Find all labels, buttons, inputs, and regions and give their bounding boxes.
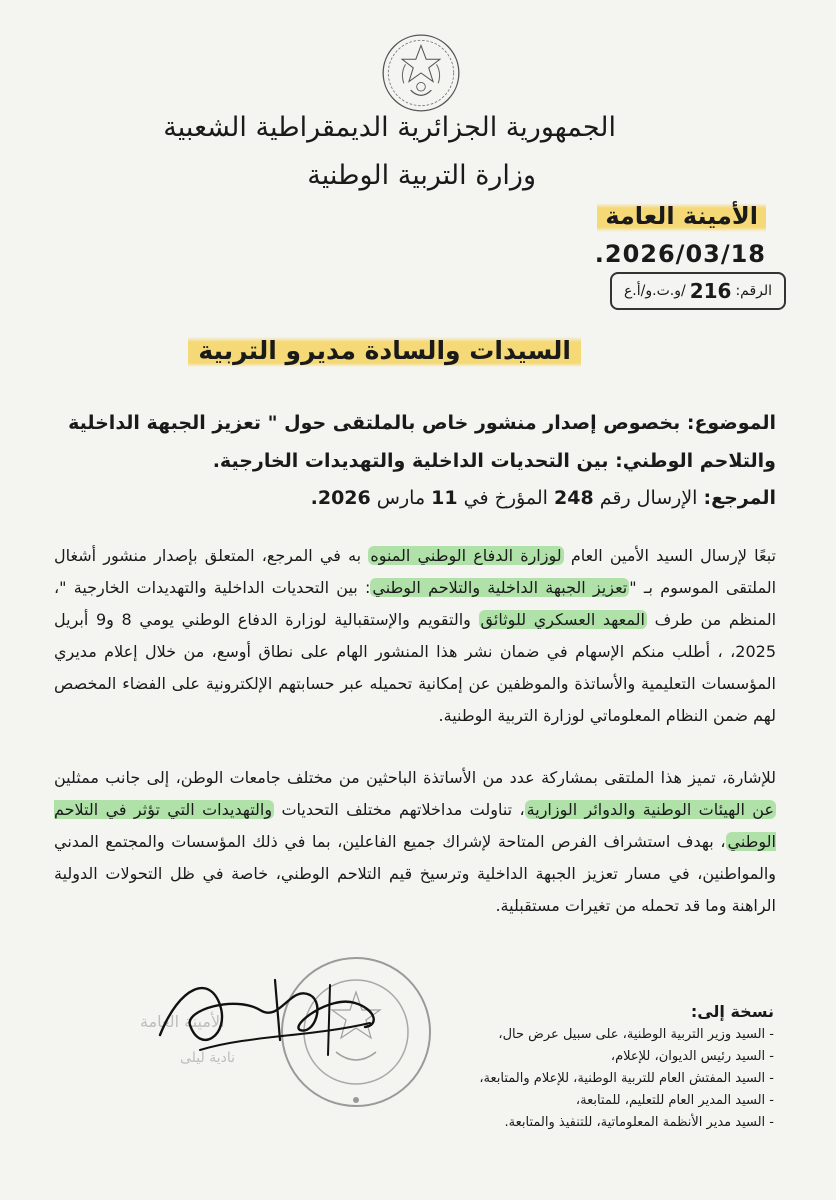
reference-day: 11 (431, 487, 458, 509)
reference-year: 2026. (310, 487, 371, 509)
signatory-title: الأمينة العامة (140, 1012, 225, 1031)
p2-highlight-2: والتهديدات التي تؤثر في التلاحم الوطني (54, 800, 776, 851)
p1-text-a: تبعًا لإرسال السيد الأمين العام (570, 546, 777, 565)
p1-text-b: به في المرجع، المتعلق بإصدار منشور أشغال الملتقى الموسوم بـ " (54, 546, 777, 597)
subject-line (56, 404, 776, 480)
p1-highlight-3: المعهد العسكري للوثائق (480, 610, 645, 629)
handwritten-signature-icon (140, 965, 400, 1075)
ref-number: 216 (689, 279, 732, 303)
date-value: 2026/03/18 (604, 240, 766, 268)
republic-emblem-icon (378, 30, 464, 116)
ref-label: الرقم: (735, 283, 773, 299)
cc-item: - السيد مدير الأنظمة المعلوماتية، للتنفيذ والمتابعة. (479, 1112, 774, 1134)
reference-text-a: الإرسال رقم (599, 487, 698, 509)
p1-text-c: : بين التحديات الداخلية والتهديدات الخارجية "، المنظم من طرف (54, 578, 777, 629)
p2-highlight-1: عن الهيئات الوطنية والدوائر الوزارية (526, 800, 775, 819)
reference-number: 248 (554, 487, 594, 509)
reference-text-b: المؤرخ في (463, 487, 548, 509)
p1-highlight-1: لوزارة الدفاع الوطني المنوه (370, 546, 562, 565)
secretary-general-office: الأمينة العامة (597, 200, 766, 232)
reference-number-box (610, 272, 786, 310)
cc-item: - السيد المفتش العام للتربية الوطنية، للإعلام والمتابعة، (479, 1068, 774, 1090)
p2-text-c: ، بهدف استشراف الفرص المتاحة لإشراك جميع الفاعلين، بما في ذلك المؤسسات والمجتمع المدني والمواطنين، في مسار تعزيز الجبهة الداخلية وترسيخ قيم التلاحم الوطني، خاصة في ظل التحولات الدولية الراهنة وما قد تحمله من تغيرات مستقبلية. (54, 832, 776, 915)
document-date (577, 240, 766, 268)
reference-line (56, 480, 776, 516)
body-paragraph-2 (54, 762, 776, 922)
p2-text-b: ، تناولت مداخلاتهم مختلف التحديات (281, 800, 525, 819)
cc-item: - السيد وزير التربية الوطنية، على سبيل عرض حال، (479, 1024, 774, 1046)
date-dot: . (594, 240, 605, 268)
p2-text-a: للإشارة، تميز هذا الملتقى بمشاركة عدد من الأساتذة الباحثين من مختلف جامعات الوطن، إلى جانب ممثلين (54, 768, 776, 787)
cc-item: - السيد المدير العام للتعليم، للمتابعة، (479, 1090, 774, 1112)
cc-list (479, 1024, 774, 1134)
republic-name: الجمهورية الجزائرية الديمقراطية الشعبية (163, 112, 616, 143)
p1-text-d: والتقويم والإستقبالية لوزارة الدفاع الوطني يومي 8 و9 أبريل 2025، ، أطلب منكم الإسهام في ضمان نشر هذا المنشور الهام على نطاق أوسع، من خلال إعلام مديري المؤسسات التعليمية والأساتذة والموظفين عن إمكانية تحميله عبر حسابتهم الإلكترونية على الفضاء المخصص لهم ضمن النظام المعلوماتي لوزارة التربية الوطنية. (54, 610, 776, 725)
reference-month: مارس (376, 487, 426, 509)
cc-item: - السيد رئيس الديوان، للإعلام، (479, 1046, 774, 1068)
reference-label: المرجع: (703, 487, 776, 509)
subject-text: بخصوص إصدار منشور خاص بالملتقى حول " تعزيز الجبهة الداخلية والتلاحم الوطني: بين التحديات الداخلية والتهديدات الخارجية. (68, 412, 776, 472)
addressee: السيدات والسادة مديرو التربية (188, 334, 581, 367)
signatory-name: نادية ليلى (180, 1050, 236, 1066)
body-paragraph-1 (54, 540, 776, 732)
ministry-name: وزارة التربية الوطنية (307, 160, 536, 191)
subject-label: الموضوع: (686, 412, 776, 434)
ref-suffix: /و.ت.و/أ.ع (623, 283, 686, 299)
cc-title: نسخة إلى: (690, 1002, 774, 1021)
p1-highlight-2: تعزيز الجبهة الداخلية والتلاحم الوطني (372, 578, 628, 597)
